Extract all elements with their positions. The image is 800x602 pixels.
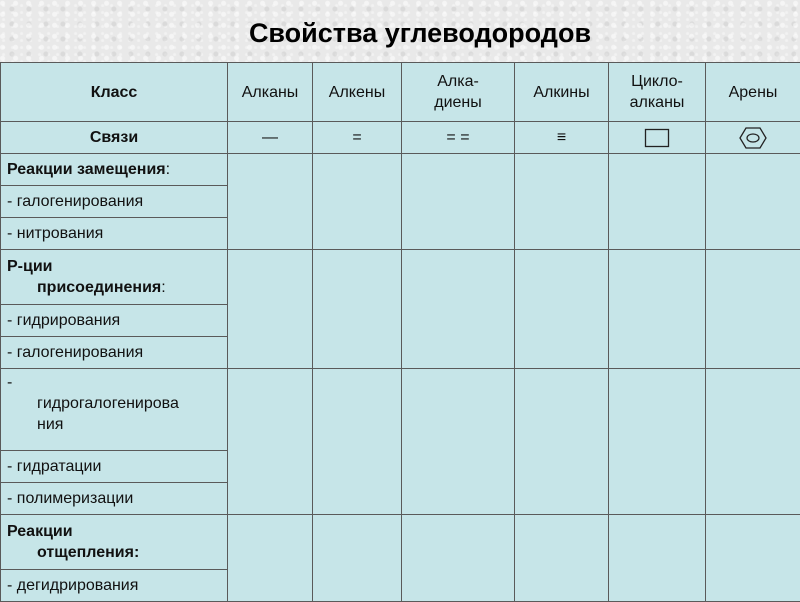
diene-bond-text: = = <box>446 127 469 148</box>
bonds-label: Связи <box>1 122 228 154</box>
addition-title-line2-text: присоединения <box>37 279 161 296</box>
row-dehydrogenation: - дегидрирования <box>1 570 228 602</box>
cell <box>609 369 706 515</box>
double-bond-text: = <box>352 127 361 148</box>
square-ring-icon <box>644 128 670 148</box>
addition-title-line1: Р-ции <box>7 258 53 275</box>
properties-table <box>0 62 800 602</box>
cell <box>228 515 313 602</box>
addition-title <box>1 250 228 305</box>
hydrohalogenation-line3: ния <box>7 414 221 435</box>
substitution-colon: : <box>166 161 170 178</box>
bonds-row <box>1 122 800 154</box>
diene-bond-symbol <box>402 122 515 154</box>
cell <box>313 369 402 515</box>
substitution-title-text: Реакции замещения <box>7 161 166 178</box>
cell <box>609 515 706 602</box>
row-hydrohalogenation <box>1 369 228 451</box>
header-arenes: Арены <box>706 63 800 122</box>
row-halogenation-2: - галогенирования <box>1 337 228 369</box>
header-alkanes: Алканы <box>228 63 313 122</box>
cell <box>706 515 800 602</box>
substitution-title <box>1 154 228 186</box>
elimination-title <box>1 515 228 570</box>
row-nitration: - нитрования <box>1 218 228 250</box>
page-title: Свойства углеводородов <box>0 18 800 49</box>
header-alkynes: Алкины <box>515 63 609 122</box>
substitution-header-row <box>1 154 800 186</box>
cell <box>402 515 515 602</box>
header-cycloalkanes <box>609 63 706 122</box>
table-row <box>1 369 800 451</box>
cell <box>609 154 706 250</box>
row-polymerization: - полимеризации <box>1 483 228 515</box>
cell <box>402 369 515 515</box>
header-alkadienes-line2: диены <box>434 94 482 111</box>
elimination-header-row <box>1 515 800 570</box>
cell <box>228 369 313 515</box>
cell <box>515 369 609 515</box>
cell <box>706 250 800 369</box>
single-bond-symbol <box>228 122 313 154</box>
benzene-ring-icon <box>739 127 767 149</box>
header-alkenes: Алкены <box>313 63 402 122</box>
elimination-title-line1: Реакции <box>7 523 73 540</box>
cell <box>515 515 609 602</box>
cell <box>313 250 402 369</box>
hydrohalogenation-line2: гидрогалогенирова <box>7 393 221 414</box>
row-hydrogenation: - гидрирования <box>1 305 228 337</box>
header-cycloalkanes-line2: алканы <box>630 94 685 111</box>
header-alkadienes <box>402 63 515 122</box>
cell <box>706 369 800 515</box>
cell <box>313 515 402 602</box>
cell <box>313 154 402 250</box>
addition-title-line2 <box>7 277 221 298</box>
cell <box>402 250 515 369</box>
row-hydration: - гидратации <box>1 451 228 483</box>
cell <box>515 250 609 369</box>
header-class: Класс <box>1 63 228 122</box>
header-cycloalkanes-line1: Цикло- <box>631 73 683 90</box>
elimination-title-line2: отщепления: <box>7 542 221 563</box>
cell <box>515 154 609 250</box>
hydrohalogenation-line1: - <box>7 374 12 391</box>
addition-colon: : <box>161 279 165 296</box>
cell <box>228 250 313 369</box>
single-bond-text: — <box>262 127 278 148</box>
cell <box>402 154 515 250</box>
cell <box>706 154 800 250</box>
cell <box>609 250 706 369</box>
triple-bond-symbol <box>515 122 609 154</box>
triple-bond-text: ≡ <box>557 127 566 148</box>
arene-ring-cell <box>706 122 800 154</box>
addition-header-row <box>1 250 800 305</box>
header-alkadienes-line1: Алка- <box>437 73 479 90</box>
row-halogenation-1: - галогенирования <box>1 186 228 218</box>
cycloalkane-ring-cell <box>609 122 706 154</box>
cell <box>228 154 313 250</box>
header-row <box>1 63 800 122</box>
double-bond-symbol <box>313 122 402 154</box>
